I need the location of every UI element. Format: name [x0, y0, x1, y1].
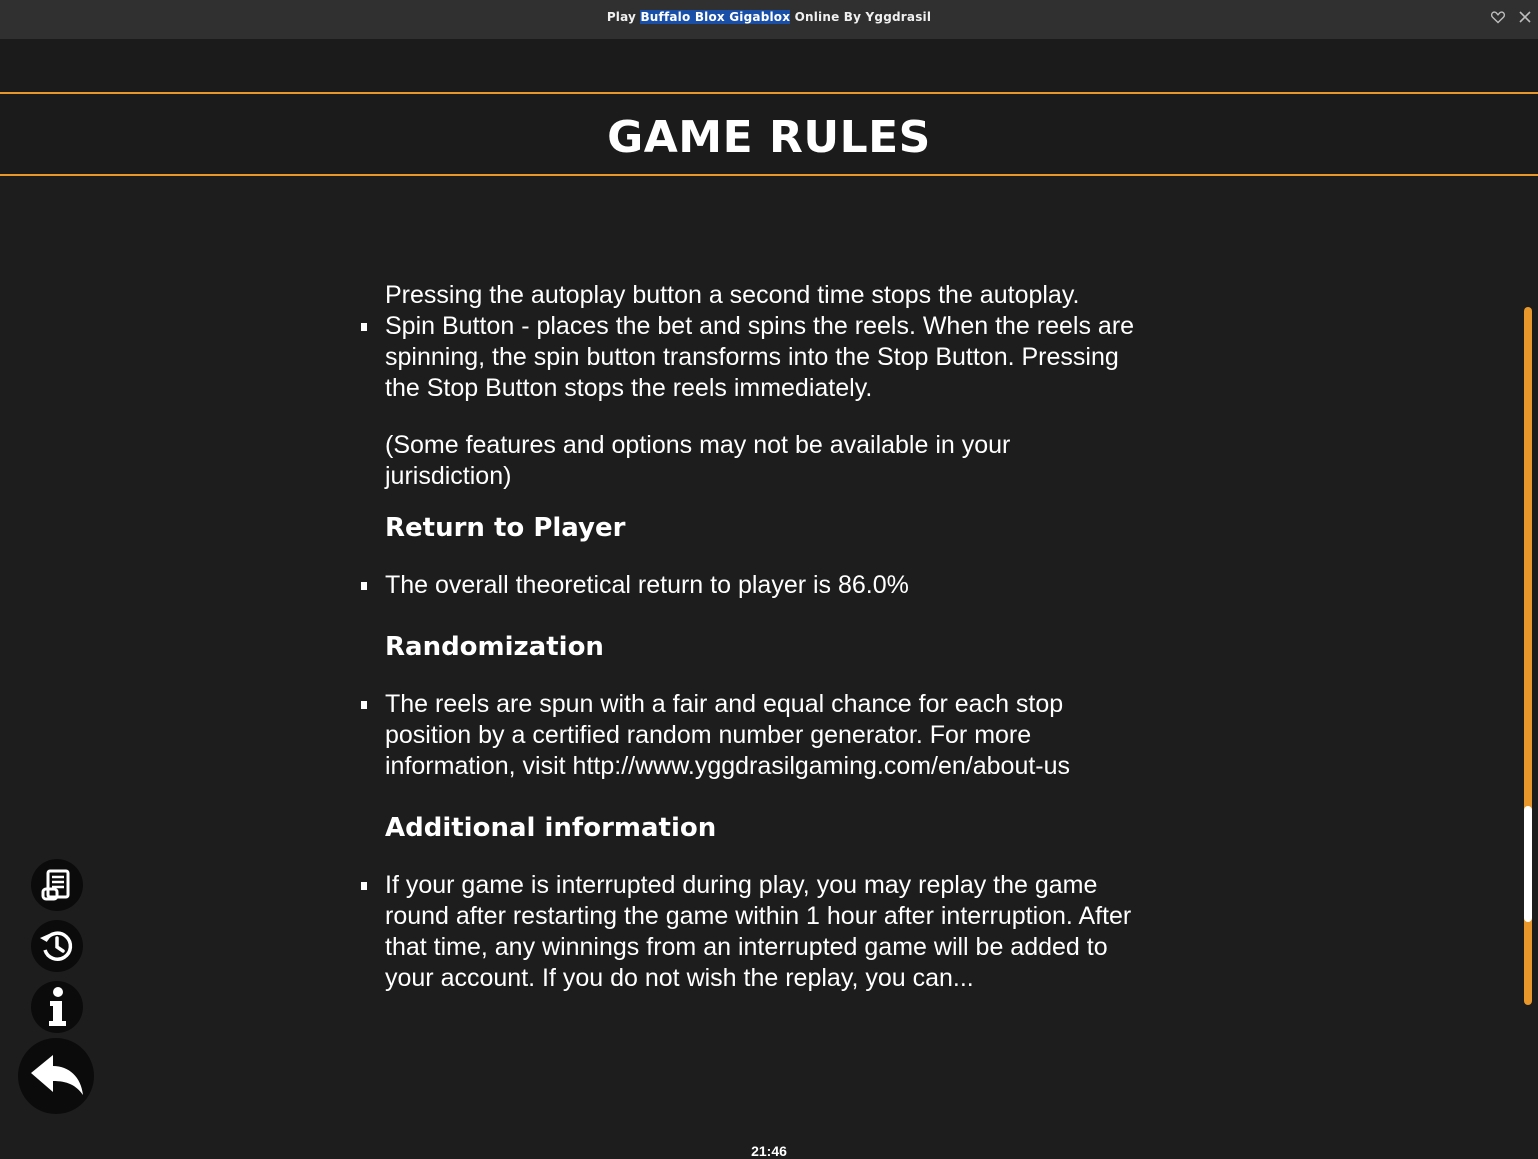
history-icon — [37, 926, 77, 966]
list-item — [340, 311, 1140, 404]
bullet-icon — [361, 882, 367, 890]
window-title — [0, 10, 1538, 24]
heart-icon[interactable] — [1490, 9, 1506, 25]
rtp-heading: Return to Player — [385, 513, 626, 543]
autoplay-text: Pressing the autoplay button a second time stops the autoplay. — [385, 281, 1080, 309]
additional-info-text: If your game is interrupted during play, you may replay the game round after restarting the game within 1 hour after interruption. After that time, any winnings from an interrupted game will be added to your account. If you do not wish the replay, you can... — [385, 871, 1132, 992]
rules-content — [340, 280, 1140, 994]
window-titlebar — [0, 0, 1538, 39]
list-item — [340, 870, 1140, 994]
randomization-heading: Randomization — [385, 632, 604, 662]
bullet-icon — [361, 582, 367, 590]
info-button[interactable] — [31, 981, 83, 1033]
list-item — [340, 570, 1140, 601]
clock: 21:46 — [751, 1143, 787, 1159]
rules-scroll-icon — [38, 866, 76, 904]
rules-button[interactable] — [31, 859, 83, 911]
bullet-icon — [361, 701, 367, 709]
title-prefix: Play — [606, 10, 641, 24]
title-suffix: Online By Yggdrasil — [790, 10, 932, 24]
list-item — [340, 689, 1140, 782]
history-button[interactable] — [31, 920, 83, 972]
spin-button-text: Spin Button - places the bet and spins the reels. When the reels are spinning, the spin button transforms into the Stop Button. Pressing the Stop Button stops the reels immediately. — [385, 312, 1135, 402]
scrollbar-thumb[interactable] — [1524, 806, 1532, 922]
rtp-text: The overall theoretical return to player is 86.0% — [385, 571, 909, 599]
back-button[interactable] — [18, 1038, 94, 1114]
rules-header — [0, 92, 1538, 176]
close-icon[interactable] — [1516, 8, 1534, 26]
rules-content-viewport[interactable] — [340, 281, 1170, 1006]
back-arrow-icon — [27, 1051, 85, 1101]
randomization-text: The reels are spun with a fair and equal chance for each stop position by a certified random number generator. For more information, visit http://www.yggdrasilgaming.com/en/about-us — [385, 690, 1071, 780]
top-strip — [0, 39, 1538, 92]
page-title: GAME RULES — [607, 112, 931, 163]
bullet-icon — [361, 323, 367, 331]
additional-info-heading: Additional information — [385, 813, 717, 843]
jurisdiction-note: (Some features and options may not be available in your jurisdiction) — [385, 431, 1011, 490]
title-highlight: Buffalo Blox Gigablox — [640, 10, 791, 24]
info-icon — [37, 985, 77, 1029]
